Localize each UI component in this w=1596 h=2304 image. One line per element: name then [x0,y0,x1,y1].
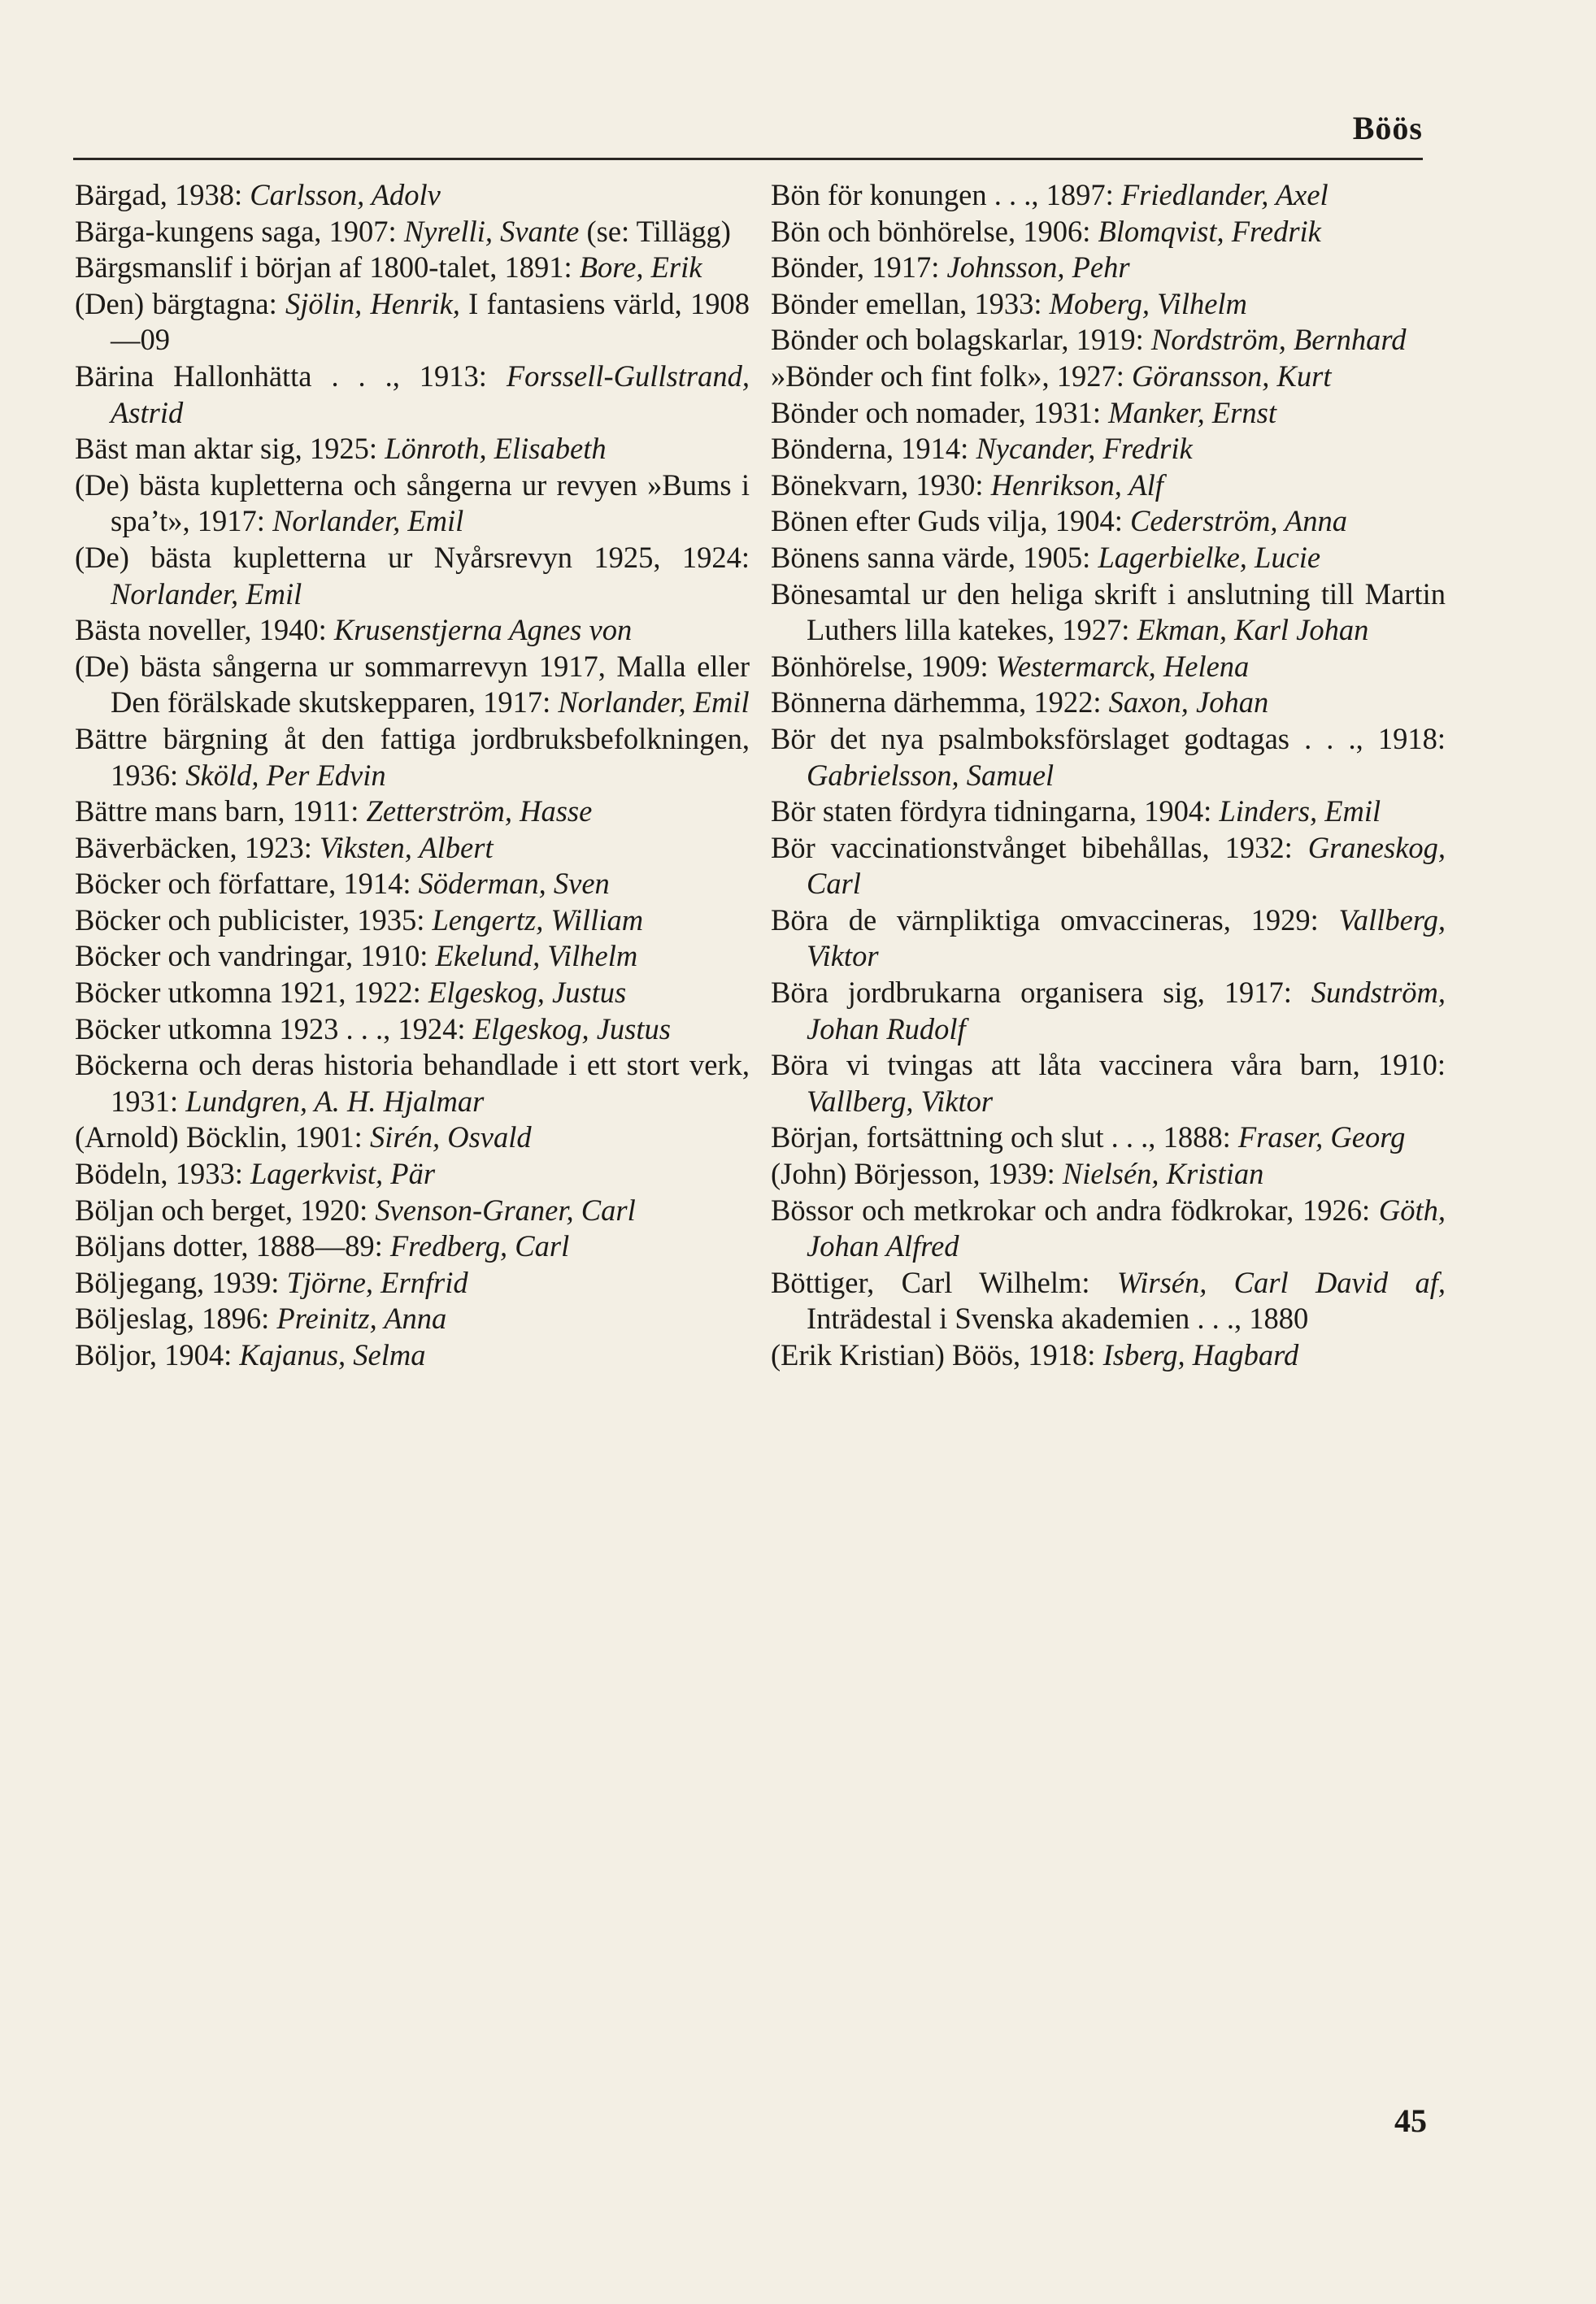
entry-title: Böljans dotter, [75,1229,249,1263]
entry-author: Linders, Emil [1219,794,1381,828]
entry-year: 1925: [309,432,378,466]
entry-author: Ekman, Karl Johan [1137,613,1369,647]
index-entry [75,1193,750,1229]
entry-year: 1922: [1033,685,1102,719]
entry-title: Bönnerna därhemma, [771,685,1027,719]
index-entry [75,830,750,867]
entry-title: Bör det nya psalmboksförslaget godtagas . . ., [771,721,1363,755]
entry-author: Saxon, Johan [1108,685,1269,719]
index-entry [75,793,750,830]
entry-year: 1917: [872,250,940,285]
entry-author: Lönroth, Elisabeth [385,432,607,466]
index-entry [75,1228,750,1265]
entry-author: Ekelund, Vilhelm [435,939,638,973]
entry-author: Elgeskog, Justus [428,976,627,1010]
index-entry [75,975,750,1011]
entry-author: Göransson, Kurt [1132,359,1332,393]
entry-title: Bärgsmanslif i början af 1800-talet, [75,250,498,285]
entry-year: 1888—89: [255,1229,383,1263]
index-entry [771,395,1446,432]
entry-author: Preinitz, Anna [276,1302,447,1336]
index-entry [75,1301,750,1337]
index-entry [75,286,750,359]
page-number: 45 [1394,2102,1427,2139]
entry-author: Tjörne, Ernfrid [286,1265,468,1299]
entry-title: Bönens sanna värde, [771,540,1016,574]
entry-year: 1923: [244,830,312,864]
entry-title: Bönder och bolagskarlar, [771,323,1069,357]
entry-title: Början, fortsättning och slut . . ., [771,1120,1156,1154]
entry-title: Bössor och metkrokar och andra födkrokar, [771,1193,1294,1227]
entry-author: Westermarck, Helena [995,649,1250,683]
running-head: Böös [1352,110,1423,146]
entry-author: Carlsson, Adolv [250,178,441,211]
entry-author: Elgeskog, Justus [472,1011,671,1045]
index-entry [75,1156,750,1193]
index-entry [771,1265,1446,1337]
entry-author: Sköld, Per Edvin [185,758,386,792]
entry-author: Johnsson, Pehr [946,250,1130,285]
index-entry [75,1119,750,1156]
entry-author: Söderman, Sven [418,867,610,901]
entry-author: Nyrelli, Svante [403,214,580,248]
entry-author: Fredberg, Carl [389,1229,570,1263]
entry-year: 1907: [328,214,397,248]
entry-author: Norlander, Emil [111,576,302,611]
entry-title: Bönder, [771,250,865,285]
entry-title: Böttiger, Carl Wilhelm: [771,1265,1090,1299]
entry-title: Böljegang, [75,1265,205,1299]
entry-author: Isberg, Hagbard [1102,1338,1299,1372]
header-rule [73,158,1423,160]
entry-title: Bärina Hallonhätta . . ., [75,359,400,393]
entry-author: Friedlander, Axel [1120,178,1329,211]
entry-author: Graneskog, Carl [807,830,1446,901]
entry-title: (Arnold) Böcklin, [75,1120,288,1154]
index-entry [75,866,750,902]
entry-year: 1917: [483,685,551,719]
index-entry [771,902,1446,975]
index-entry [771,214,1446,250]
entry-author: Vallberg, Viktor [807,1084,994,1118]
entry-title: Bärga-kungens saga, [75,214,322,248]
entry-author: Gabrielsson, Samuel [807,758,1055,792]
entry-author: Lagerkvist, Pär [250,1157,436,1191]
index-entry [771,1047,1446,1119]
entry-author: Wirsén, Carl David af, [1116,1265,1446,1299]
entry-author: Lagerbielke, Lucie [1098,540,1321,574]
entry-author: Zetterström, Hasse [366,794,593,828]
index-entry [771,1193,1446,1265]
index-entry [771,1156,1446,1193]
entry-year: 1904: [1144,794,1212,828]
page-header [73,106,1423,154]
entry-title: (De) bästa kupletterna ur Nyårsrevyn 1925, [75,540,661,574]
entry-title: (Erik Kristian) Böös, [771,1338,1021,1372]
entry-author: Lundgren, A. H. Hjalmar [185,1084,485,1118]
entry-year: 1933: [175,1157,243,1191]
entry-year: 1905: [1023,540,1091,574]
entry-author: Cederström, Anna [1130,504,1347,538]
entry-year: 1897: [1046,178,1114,211]
index-entry [771,830,1446,902]
index-entry [771,322,1446,359]
entry-author: Vallberg, Viktor [807,902,1446,973]
entry-year: 1936: [111,758,179,792]
index-entry [771,467,1446,504]
entry-year: 1911: [292,794,359,828]
entry-author: Krusenstjerna Agnes von [333,613,633,647]
entry-year: 1920: [300,1193,368,1227]
entry-author: Sirén, Osvald [369,1120,532,1154]
index-entry [771,649,1446,685]
entry-year: 1917: [197,504,265,538]
index-entry [75,902,750,939]
entry-title: Böcker och vandringar, [75,939,354,973]
index-entry [771,1119,1446,1156]
entry-title: Böra vi tvingas att låta vaccinera våra barn, [771,1048,1360,1082]
entry-title: Böcker och författare, [75,867,337,901]
entry-note: I fantasiens värld, 1908—09 [111,286,750,357]
index-entry [771,177,1446,214]
entry-title: (John) Börjesson, [771,1157,981,1191]
entry-year: 1917: [1224,976,1292,1010]
entry-title: Böljan och berget, [75,1193,293,1227]
entry-year: 1939: [211,1265,280,1299]
index-entry [75,177,750,214]
entry-title: Bönderna, [771,432,894,466]
entry-author: Fraser, Georg [1237,1120,1406,1154]
entry-year: 1913: [419,359,487,393]
entry-title: Bönesamtal ur den heliga skrift i anslutning till Martin Luthers lilla katekes, [771,576,1446,647]
entry-year: 1906: [1023,214,1091,248]
entry-title: »Bönder och fint folk», [771,359,1050,393]
entry-title: Böra jordbrukarna organisera sig, [771,976,1205,1010]
entry-author: Nordström, Bernhard [1150,323,1407,357]
entry-author: Nielsén, Kristian [1062,1157,1264,1191]
entry-author: Manker, Ernst [1108,395,1276,429]
index-entry [771,685,1446,721]
entry-author: Nycander, Fredrik [976,432,1193,466]
entry-year: 1939: [987,1157,1055,1191]
entry-year: 1935: [357,902,425,937]
entry-year: 1926: [1302,1193,1371,1227]
index-entry [75,250,750,286]
entry-title: Bäverbäcken, [75,830,237,864]
entry-year: 1891: [504,250,572,285]
entry-year: 1919: [1076,323,1144,357]
entry-year: 1914: [343,867,411,901]
entry-title: Bättre mans barn, [75,794,285,828]
index-entry [771,1337,1446,1374]
entry-year: 1931: [1033,395,1102,429]
entry-title: Bäst man aktar sig, [75,432,302,466]
index-entry [75,467,750,540]
index-entry [771,793,1446,830]
entry-note: Inträdestal i Svenska akademien . . ., 1880 [807,1302,1309,1336]
index-entry [771,576,1446,649]
entry-year: 1929: [1250,902,1319,937]
entry-title: Böljor, [75,1338,157,1372]
entry-title: Bönekvarn, [771,467,909,502]
entry-year: 1924: [398,1011,466,1045]
entry-author: Kajanus, Selma [239,1338,426,1372]
entry-year: 1932: [1224,830,1293,864]
entry-title: Bönhörelse, [771,649,914,683]
entry-year: 1924: [681,540,750,574]
entry-year: 1904: [164,1338,233,1372]
index-entry [75,612,750,649]
index-entry [75,1011,750,1048]
entry-title: Böcker utkomna 1923 . . ., [75,1011,391,1045]
index-entry [771,540,1446,576]
entry-title: Bättre bärgning åt den fattiga jordbruksbefolkningen, [75,721,750,755]
index-entry [75,1337,750,1374]
entry-author: Forssell-Gullstrand, Astrid [111,359,750,429]
index-entry [75,359,750,431]
entry-author: Norlander, Emil [272,504,464,538]
entry-title: Bör staten fördyra tidningarna, [771,794,1137,828]
entry-year: 1910: [1377,1048,1446,1082]
entry-title: Böcker utkomna 1921, 1922: [75,976,421,1010]
entry-author: Sundström, Johan Rudolf [807,976,1446,1045]
entry-year: 1914: [901,432,969,466]
entry-year: 1927: [1056,359,1124,393]
entry-year: 1931: [111,1084,179,1118]
entry-year: 1909: [920,649,989,683]
entry-title: Bön för konungen . . ., [771,178,1039,211]
index-entry [771,359,1446,395]
entry-title: (De) bästa sångerna ur sommarrevyn 1917, Malla eller Den förälskade skutskepparen, [75,649,750,719]
entry-author: Henrikson, Alf [990,467,1163,502]
entry-year: 1938: [175,178,243,211]
entry-title: Bästa noveller, [75,613,252,647]
entry-title: Böra de värnpliktiga omvaccineras, [771,902,1231,937]
entry-year: 1904: [1055,504,1123,538]
entry-title: Bödeln, [75,1157,168,1191]
entry-title: Bönder och nomader, [771,395,1026,429]
index-entry [75,431,750,467]
entry-year: 1918: [1377,721,1446,755]
entry-year: 1910: [360,939,428,973]
index-entry [75,649,750,721]
entry-title: (De) bästa kupletterna och sångerna ur revyen »Bums i spa’t», [75,467,750,538]
index-entry [75,938,750,975]
entry-note: (se: Tillägg) [586,214,731,248]
entry-author: Blomqvist, Fredrik [1098,214,1321,248]
index-entry [771,503,1446,540]
entry-year: 1927: [1062,613,1130,647]
entry-author: Lengertz, William [432,902,644,937]
entry-author: Moberg, Vilhelm [1049,286,1247,320]
entry-author: Svenson-Graner, Carl [375,1193,636,1227]
entry-year: 1888: [1163,1120,1231,1154]
entry-title: Bärgad, [75,178,167,211]
entry-year: 1896: [202,1302,270,1336]
index-entry [75,1047,750,1119]
entry-title: Bör vaccinationstvånget bibehållas, [771,830,1210,864]
entry-year: 1933: [974,286,1042,320]
entry-title: Böcker och publicister, [75,902,350,937]
entry-title: (Den) bärgtagna: [75,286,277,320]
index-entry [75,721,750,793]
entry-year: 1930: [915,467,984,502]
entry-title: Böckerna och deras historia behandlade i ett stort verk, [75,1048,750,1082]
entry-author: Viksten, Albert [320,830,494,864]
left-column [75,177,750,1374]
index-entry [75,1265,750,1302]
index-entry [75,540,750,612]
entry-year: 1901: [294,1120,363,1154]
right-column [771,177,1446,1374]
entry-author: Bore, Erik [579,250,702,285]
index-entry [771,431,1446,467]
index-entry [771,250,1446,286]
index-entry [75,214,750,250]
entry-author: Norlander, Emil [558,685,750,719]
entry-year: 1918: [1028,1338,1096,1372]
index-entry [771,975,1446,1047]
entry-author: Göth, Johan Alfred [807,1193,1446,1263]
entry-title: Böljeslag, [75,1302,194,1336]
entry-title: Bön och bönhörelse, [771,214,1016,248]
entry-year: 1940: [259,613,327,647]
index-entry [771,286,1446,323]
entry-author: Sjölin, Henrik, [285,286,460,320]
entry-title: Bönen efter Guds vilja, [771,504,1048,538]
index-entry [771,721,1446,793]
entry-title: Bönder emellan, [771,286,968,320]
